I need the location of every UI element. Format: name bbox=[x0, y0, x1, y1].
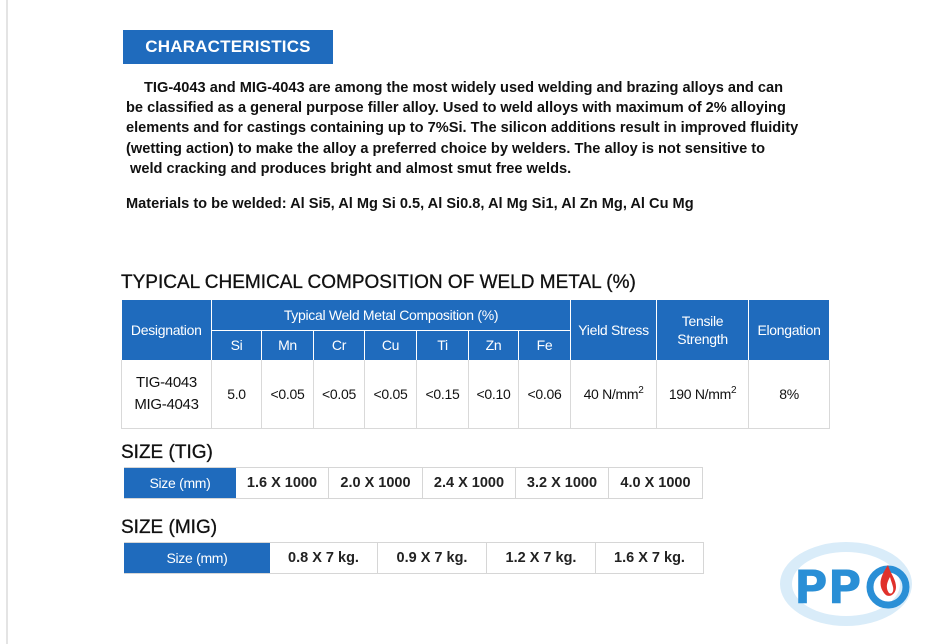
header-elongation: Elongation bbox=[749, 300, 830, 360]
value-zn: <0.10 bbox=[469, 360, 519, 428]
composition-table bbox=[121, 300, 830, 429]
value-cu: <0.05 bbox=[365, 360, 417, 428]
value-cr: <0.05 bbox=[314, 360, 365, 428]
size-mig-cell: 1.2 X 7 kg. bbox=[487, 543, 596, 573]
header-composition-group: Typical Weld Metal Composition (%) bbox=[212, 300, 571, 330]
designation-mig: MIG-4043 bbox=[134, 395, 199, 413]
composition-title: TYPICAL CHEMICAL COMPOSITION OF WELD METAL (%) bbox=[121, 272, 636, 293]
header-si: Si bbox=[212, 330, 262, 360]
value-yield-stress: 40 $N/mm^2$ bbox=[571, 360, 657, 428]
materials-to-be-welded: Materials to be welded: Al Si5, Al Mg Si 0.5, Al Si0.8, Al Mg Si1, Al Zn Mg, Al Cu Mg bbox=[126, 196, 694, 212]
header-mn: Mn bbox=[262, 330, 314, 360]
value-mn: <0.05 bbox=[262, 360, 314, 428]
size-mig-cell: 1.6 X 7 kg. bbox=[596, 543, 704, 573]
paragraph-line: (wetting action) to make the alloy a preferred choice by welders. The alloy is not sensitive to bbox=[126, 140, 766, 157]
paragraph-line: elements and for castings containing up to 7%Si. The silicon additions result in improved fluidity bbox=[126, 120, 799, 137]
designation-tig: TIG-4043 bbox=[136, 373, 197, 391]
value-elongation: 8% bbox=[749, 360, 830, 428]
value-si: 5.0 bbox=[212, 360, 262, 428]
header-zn: Zn bbox=[469, 330, 519, 360]
header-ti: Ti bbox=[417, 330, 469, 360]
size-tig-cell: 1.6 X 1000 bbox=[236, 468, 329, 498]
header-cr: Cr bbox=[314, 330, 365, 360]
size-tig-cell: 2.4 X 1000 bbox=[423, 468, 516, 498]
size-mig-label: Size (mm) bbox=[124, 543, 270, 573]
value-fe: <0.06 bbox=[519, 360, 571, 428]
header-fe: Fe bbox=[519, 330, 571, 360]
size-mig-cell: 0.9 X 7 kg. bbox=[378, 543, 487, 573]
paragraph-line: TIG-4043 and MIG-4043 are among the most widely used welding and brazing alloys and can bbox=[144, 80, 784, 96]
size-tig-label: Size (mm) bbox=[124, 468, 236, 498]
logo-text: PP bbox=[794, 560, 862, 614]
size-tig-cell: 3.2 X 1000 bbox=[516, 468, 609, 498]
size-tig-cell: 2.0 X 1000 bbox=[329, 468, 423, 498]
header-designation: Designation bbox=[122, 300, 212, 360]
size-mig-row bbox=[124, 542, 704, 574]
ppc-logo bbox=[776, 537, 916, 632]
value-ti: <0.15 bbox=[417, 360, 469, 428]
left-edge-rule bbox=[6, 0, 8, 644]
size-tig-row bbox=[124, 467, 703, 499]
designation-cell bbox=[122, 360, 212, 428]
characteristics-paragraph bbox=[126, 78, 846, 179]
paragraph-line: be classified as a general purpose filler alloy. Used to weld alloys with maximum of 2% alloying bbox=[126, 100, 786, 117]
size-tig-title: SIZE (TIG) bbox=[121, 442, 213, 463]
size-tig-cell: 4.0 X 1000 bbox=[609, 468, 703, 498]
table-row bbox=[122, 360, 830, 428]
size-mig-cell: 0.8 X 7 kg. bbox=[270, 543, 378, 573]
characteristics-heading: CHARACTERISTICS bbox=[123, 30, 333, 64]
header-yield-stress: Yield Stress bbox=[571, 300, 657, 360]
header-tensile-strength: Tensile Strength bbox=[657, 300, 749, 360]
size-mig-title: SIZE (MIG) bbox=[121, 517, 218, 538]
value-tensile-strength: 190 $N/mm^2$ bbox=[657, 360, 749, 428]
paragraph-line: weld cracking and produces bright and almost smut free welds. bbox=[130, 160, 572, 177]
header-cu: Cu bbox=[365, 330, 417, 360]
